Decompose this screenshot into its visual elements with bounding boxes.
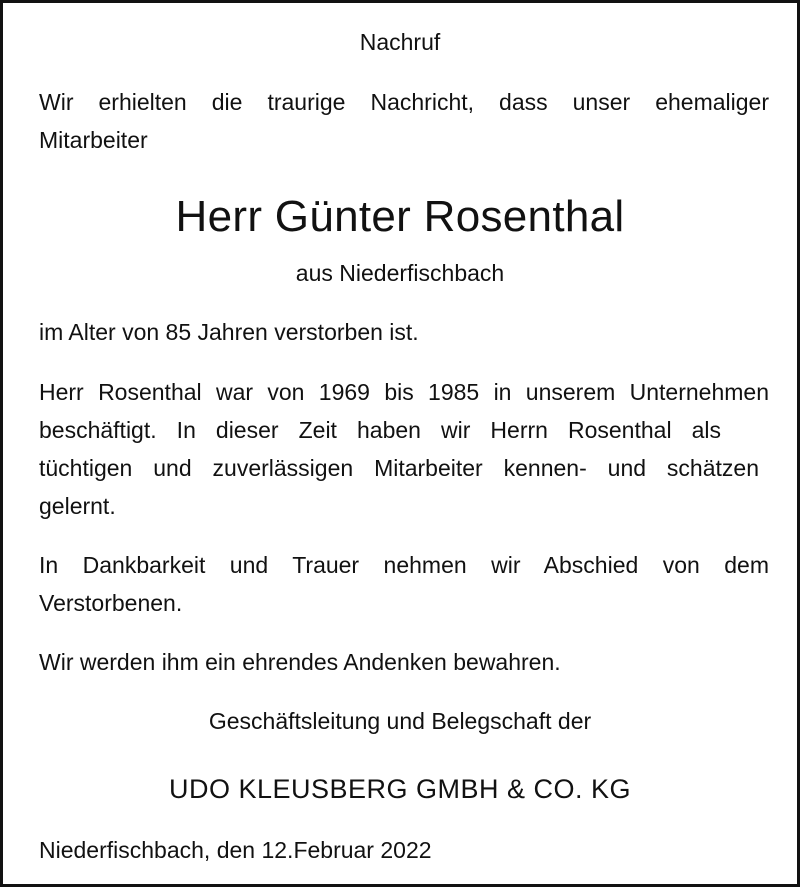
memory-paragraph bbox=[39, 643, 769, 681]
gratitude-line: In Dankbarkeit und Trauer nehmen wir Abschied von dem bbox=[39, 552, 769, 578]
gratitude-line: Verstorbenen. bbox=[39, 590, 183, 616]
signoff-line: Geschäftsleitung und Belegschaft der bbox=[208, 708, 592, 734]
intro-line: Mitarbeiter bbox=[39, 127, 148, 153]
company-name: UDO KLEUSBERG GMBH & CO. KG bbox=[168, 774, 632, 804]
employment-line: beschäftigt. In dieser Zeit haben wir Herrn Rosenthal als bbox=[39, 417, 721, 443]
place-date-line: Niederfischbach, den 12.Februar 2022 bbox=[39, 837, 432, 863]
intro-line: Wir erhielten die traurige Nachricht, dass unser ehemaliger bbox=[39, 89, 769, 115]
notice-heading: Nachruf bbox=[359, 29, 441, 55]
employment-line: tüchtigen und zuverlässigen Mitarbeiter kennen- und schätzen bbox=[39, 455, 759, 481]
age-paragraph bbox=[39, 313, 769, 351]
employment-line: Herr Rosenthal war von 1969 bis 1985 in unserem Unternehmen bbox=[39, 379, 769, 405]
gratitude-paragraph bbox=[39, 546, 769, 622]
deceased-name: Herr Günter Rosenthal bbox=[175, 192, 625, 241]
deceased-origin: aus Niederfischbach bbox=[295, 260, 505, 286]
employment-line: gelernt. bbox=[39, 493, 116, 519]
age-line: im Alter von 85 Jahren verstorben ist. bbox=[39, 319, 419, 345]
intro-paragraph bbox=[39, 83, 769, 159]
memory-line: Wir werden ihm ein ehrendes Andenken bewahren. bbox=[39, 649, 561, 675]
employment-paragraph bbox=[39, 373, 769, 525]
